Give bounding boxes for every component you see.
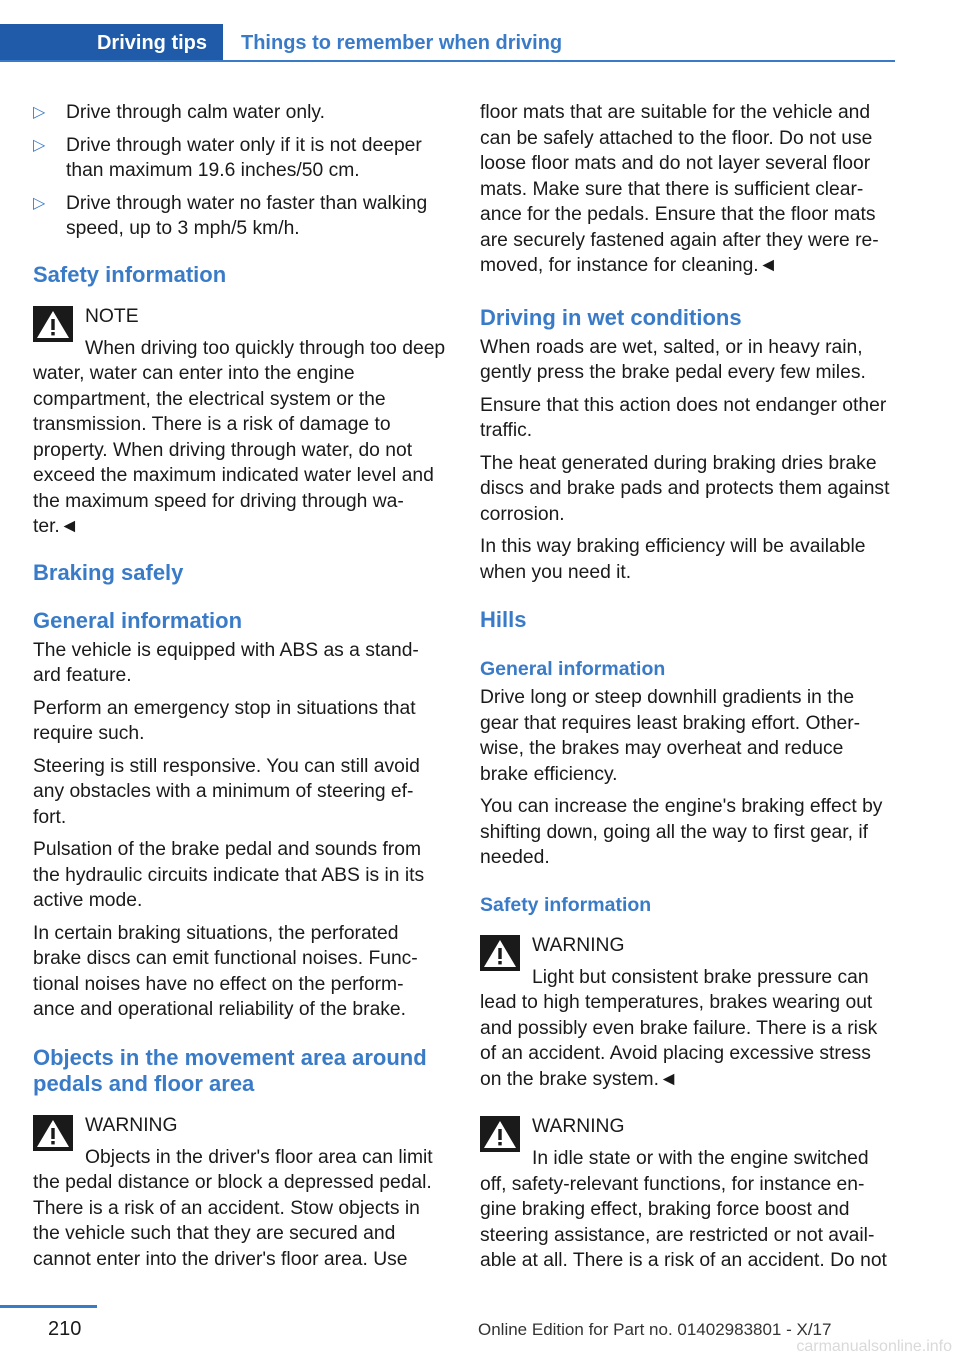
triangle-bullet-icon: ▷ [33, 136, 46, 154]
paragraph: In certain braking situations, the perforated brake discs can emit functional noises. Func‐ tional noises have no effect on the perform‐ ance and operational reliability of the brake. [33, 922, 418, 1020]
paragraph: floor mats that are suitable for the vehicle and can be safely attached to the floor. Do not use loose floor mats and do not layer several floor mats. Make sure that there is sufficient clear‐ ance for the pedals. Ensure that the floor mats are securely fastened again after they were re‐ moved, for instance for cleaning.◄ [480, 102, 879, 276]
warning-title: WARNING [85, 1114, 178, 1136]
warning-block [33, 1111, 448, 1273]
right-column [480, 100, 895, 1288]
paragraph: The vehicle is equipped with ABS as a stand‐ ard feature. [33, 639, 419, 686]
list-item: ▷ Drive through water no faster than walking speed, up to 3 mph/5 km/h. [33, 192, 428, 239]
hills-safety-heading: Safety information [480, 893, 652, 916]
paragraph: The heat generated during braking dries brake discs and brake pads and protects them against corrosion. [480, 452, 890, 525]
page-number: 210 [48, 1318, 82, 1340]
edition-text: Online Edition for Part no. 01402983801 - X/17 [478, 1320, 832, 1339]
watermark: carmanualsonline.info [796, 1338, 952, 1355]
warning-triangle-icon [33, 306, 73, 342]
braking-safely-heading: Braking safely [33, 559, 184, 585]
list-item: ▷ Drive through calm water only. [33, 100, 448, 126]
warning-title: WARNING [532, 1116, 625, 1137]
subsection-breadcrumb[interactable]: Things to remember when driving [241, 32, 563, 54]
paragraph: You can increase the engine's braking effect by shifting down, going all the way to first gear, if needed. [480, 796, 883, 868]
triangle-bullet-icon: ▷ [33, 104, 46, 121]
warning-text: Objects in the driver's floor area can limit the pedal distance or block a depressed pedal. There is a risk of an accident. Stow objects in the vehicle such that they are secured and cannot enter into the driver's floor area. Use [33, 1146, 433, 1270]
safety-information-heading: Safety information [33, 261, 227, 287]
warning-block [480, 1112, 895, 1274]
page-header [0, 24, 895, 62]
paragraph: Steering is still responsive. You can still avoid any obstacles with a minimum of steering ef‐ fort. [33, 755, 420, 828]
warning-triangle-icon [33, 1115, 73, 1151]
list-item: ▷ Drive through water only if it is not deeper than maximum 19.6 inches/50 cm. [33, 134, 422, 181]
note-title: NOTE [85, 305, 139, 327]
triangle-bullet-icon: ▷ [33, 194, 46, 212]
paragraph: Drive long or steep downhill gradients in the gear that requires least braking effort. Other‐ wise, the brakes may overheat and reduce brake efficiency. [480, 687, 861, 785]
note-block [33, 302, 448, 540]
header-divider [0, 60, 895, 62]
paragraph: Perform an emergency stop in situations that require such. [33, 697, 416, 744]
hills-general-heading: General information [480, 658, 666, 680]
warning-text: Light but consistent brake pressure can lead to high temperatures, brakes wearing out and possibly even brake failure. There is a risk of an accident. Avoid placing excessive stress on the brake system.◄ [480, 966, 878, 1090]
warning-triangle-icon [480, 1116, 520, 1152]
paragraph: In this way braking efficiency will be available when you need it. [480, 536, 866, 583]
section-tab[interactable]: Driving tips [0, 24, 223, 62]
paragraph: Ensure that this action does not endanger other traffic. [480, 394, 887, 441]
objects-heading: Objects in the movement area around pedals and floor area [33, 1044, 427, 1096]
note-text: When driving too quickly through too deep water, water can enter into the engine compartment, the electrical system or the transmission. There is a risk of damage to property. When driving through water, do not exceed the maximum indicated water level and the maximum speed for driving through wa‐ ter.◄ [33, 337, 446, 537]
footer-divider [0, 1305, 97, 1308]
hills-heading: Hills [480, 607, 527, 632]
warning-triangle-icon [480, 935, 520, 971]
general-information-heading: General information [33, 607, 243, 633]
warning-text: In idle state or with the engine switched off, safety-relevant functions, for instance en‐ gine braking effect, braking force boost and steering assistance, are restricted or not avail‐ able at all. There is a risk of an accident. Do not [480, 1148, 887, 1271]
left-column [33, 100, 448, 1286]
warning-title: WARNING [532, 934, 625, 956]
paragraph: When roads are wet, salted, or in heavy rain, gently press the brake pedal every few miles. [480, 336, 866, 383]
wet-conditions-heading: Driving in wet conditions [480, 304, 742, 330]
warning-block [480, 931, 895, 1093]
paragraph: Pulsation of the brake pedal and sounds from the hydraulic circuits indicate that ABS is in its active mode. [33, 839, 425, 911]
water-bullet-list [33, 100, 448, 242]
